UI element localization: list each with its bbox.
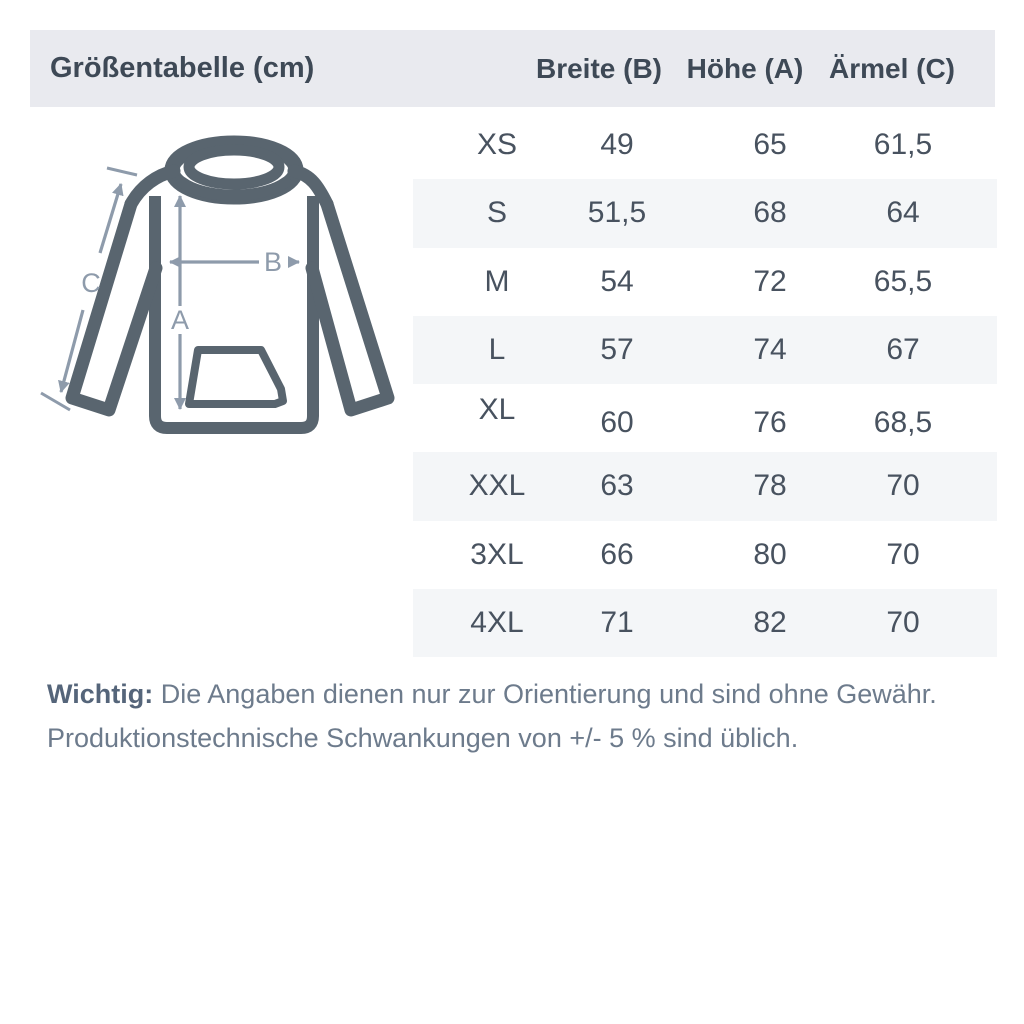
size-cell: S <box>486 196 507 230</box>
disclaimer-line-1 <box>47 672 977 716</box>
aermel-cell: 61,5 <box>873 128 933 161</box>
hoehe-cell: 68 <box>753 196 787 230</box>
breite-cell: 51,5 <box>587 196 647 230</box>
aermel-cell: 70 <box>886 605 920 639</box>
aermel-cell: 68,5 <box>873 406 933 439</box>
aermel-cell: 70 <box>886 537 920 571</box>
dimension-label-a: A <box>170 305 190 335</box>
table-row-l <box>413 316 997 384</box>
disclaimer-prefix: Wichtig: <box>47 679 154 709</box>
hoodie-measurement-diagram <box>30 120 430 465</box>
breite-cell: 60 <box>600 406 634 439</box>
aermel-cell: 65,5 <box>873 264 933 298</box>
dimension-arrow-b <box>170 247 299 277</box>
header-bar <box>30 30 995 107</box>
hoehe-cell: 78 <box>753 469 787 503</box>
column-header-aermel: Ärmel (C) <box>828 53 955 84</box>
size-cell: XL <box>478 393 516 426</box>
hoehe-cell: 82 <box>753 605 787 639</box>
table-row-xxl <box>413 452 997 520</box>
size-cell: L <box>488 332 506 366</box>
size-cell: 4XL <box>470 605 524 639</box>
breite-cell: 57 <box>600 332 634 366</box>
table-row-xl <box>413 384 997 452</box>
size-cell: XXL <box>468 469 526 503</box>
pocket-outline <box>189 350 283 404</box>
dimension-label-b: B <box>263 247 283 277</box>
table-row-s <box>413 179 997 247</box>
column-header-hoehe: Höhe (A) <box>686 53 804 84</box>
hoehe-cell: 65 <box>753 128 787 161</box>
dimension-label-c: C <box>81 268 101 298</box>
hoehe-cell: 72 <box>753 264 787 298</box>
aermel-cell: 67 <box>886 332 920 366</box>
breite-cell: 54 <box>600 264 634 298</box>
hoehe-cell: 74 <box>753 332 787 366</box>
page-title: Größentabelle (cm) <box>50 52 315 84</box>
size-cell: 3XL <box>470 537 524 571</box>
table-row-m <box>413 248 997 316</box>
size-cell: XS <box>476 128 518 161</box>
disclaimer-line-2: Produktionstechnische Schwankungen von +/- 5 % sind üblich. <box>47 723 799 753</box>
disclaimer-text-1: Die Angaben dienen nur zur Orientierung und sind ohne Gewähr. <box>160 679 937 709</box>
aermel-cell: 70 <box>886 469 920 503</box>
hoehe-cell: 80 <box>753 537 787 571</box>
size-cell: M <box>484 264 510 298</box>
hoehe-cell: 76 <box>753 406 787 439</box>
dimension-arrow-a <box>171 196 189 409</box>
disclaimer-note <box>47 672 977 760</box>
breite-cell: 71 <box>600 605 634 639</box>
table-row-4xl <box>413 589 997 657</box>
breite-cell: 66 <box>600 537 634 571</box>
size-table <box>413 111 997 657</box>
table-row-xs <box>413 111 997 179</box>
hoodie-illustration-svg <box>30 120 430 465</box>
aermel-cell: 64 <box>886 196 920 230</box>
column-header-breite: Breite (B) <box>535 53 662 84</box>
breite-cell: 63 <box>600 469 634 503</box>
table-row-3xl <box>413 521 997 589</box>
breite-cell: 49 <box>600 128 634 161</box>
